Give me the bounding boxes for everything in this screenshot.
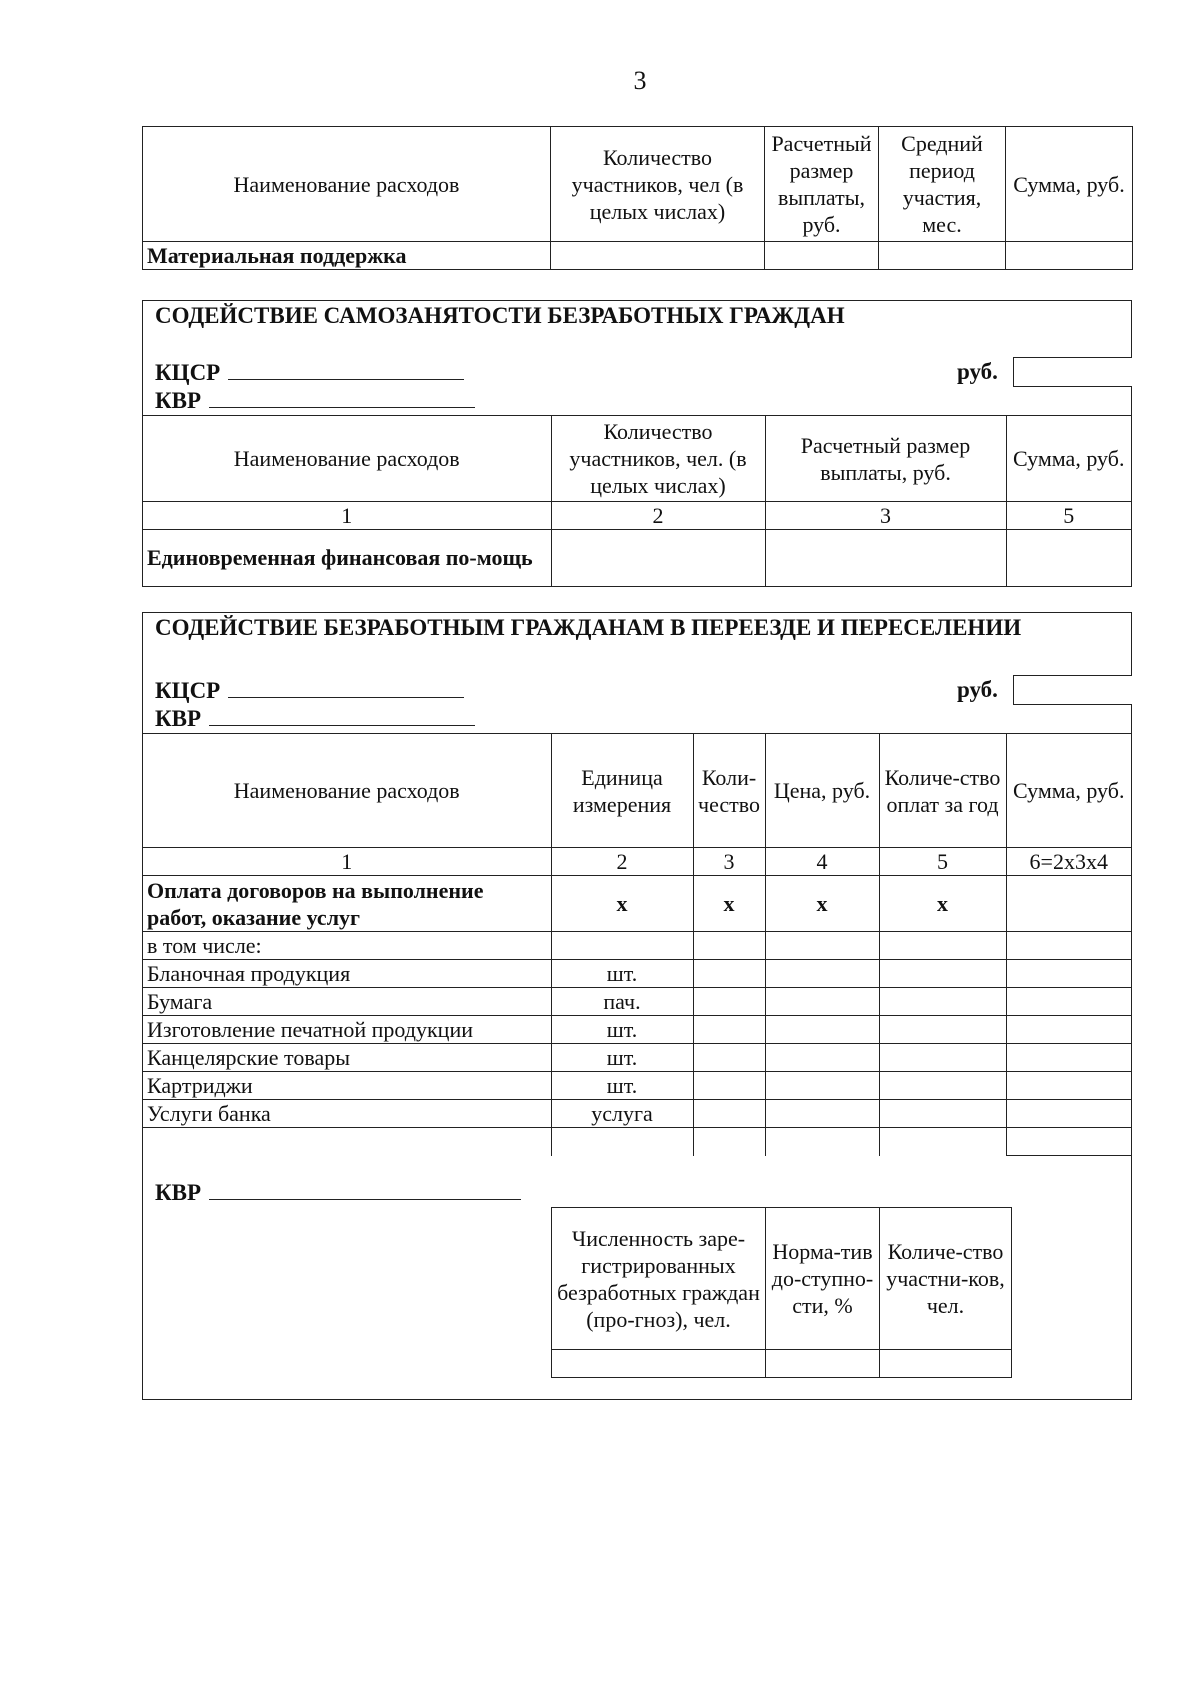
cell-empty[interactable] (1006, 988, 1131, 1016)
cell-x: х (551, 876, 693, 932)
self-employment-section (142, 300, 1132, 587)
column-number: 5 (1006, 502, 1131, 530)
cell-empty[interactable] (1006, 1100, 1131, 1128)
cell-empty[interactable] (765, 242, 879, 270)
row-item-unit: шт. (551, 960, 693, 988)
kvr-line (155, 703, 475, 732)
cell-empty[interactable] (551, 242, 765, 270)
kcsr-line (155, 675, 464, 704)
cell-empty[interactable] (693, 1016, 765, 1044)
row-item-unit: шт. (551, 1016, 693, 1044)
cell-empty[interactable] (765, 1016, 879, 1044)
header-registered-unemployed: Численность заре-гистрированных безработных граждан (про-гноз), чел. (552, 1208, 766, 1350)
row-material-support: Материальная поддержка (143, 242, 551, 270)
rub-label: руб. (957, 677, 998, 702)
column-number: 1 (143, 848, 551, 876)
column-number: 3 (765, 502, 1006, 530)
cell-empty[interactable] (1006, 960, 1131, 988)
row-item-name: Канцелярские товары (143, 1044, 551, 1072)
cell-x: х (765, 876, 879, 932)
cell-empty[interactable] (1006, 932, 1131, 960)
header-sum: Сумма, руб. (1006, 734, 1131, 848)
header-payment-size: Расчетный размер выплаты, руб. (765, 416, 1006, 502)
header-expense-name: Наименование расходов (143, 416, 551, 502)
cell-empty[interactable] (693, 1044, 765, 1072)
forecast-table (551, 1207, 1012, 1378)
kvr2-label: КВР (155, 1180, 202, 1205)
including-label: в том числе: (143, 932, 551, 960)
header-quantity: Коли-чество (693, 734, 765, 848)
header-payment-size: Расчетный размер выплаты, руб. (765, 127, 879, 242)
column-number: 2 (551, 502, 765, 530)
cell-empty[interactable] (879, 1128, 1006, 1156)
cell-empty[interactable] (879, 988, 1006, 1016)
section-title: СОДЕЙСТВИЕ БЕЗРАБОТНЫМ ГРАЖДАНАМ В ПЕРЕЕЗДЕ И ПЕРЕСЕЛЕНИИ (155, 615, 1022, 640)
cell-empty[interactable] (765, 988, 879, 1016)
header-participants: Количество участников, чел. (в целых числах) (551, 416, 765, 502)
cell-empty[interactable] (765, 1044, 879, 1072)
cell-empty[interactable] (693, 932, 765, 960)
rub-amount-box[interactable] (1013, 675, 1132, 705)
section-title: СОДЕЙСТВИЕ САМОЗАНЯТОСТИ БЕЗРАБОТНЫХ ГРАЖДАН (155, 303, 845, 328)
cell-empty[interactable] (693, 1128, 765, 1156)
kcsr-input[interactable] (228, 675, 464, 698)
cell-empty[interactable] (1006, 1044, 1131, 1072)
self-employment-table (143, 415, 1131, 586)
cell-empty[interactable] (143, 1128, 551, 1156)
cell-empty[interactable] (765, 1072, 879, 1100)
cell-empty[interactable] (880, 1350, 1012, 1378)
kvr2-line (155, 1177, 521, 1206)
cell-empty[interactable] (1006, 1072, 1131, 1100)
kvr-input[interactable] (209, 703, 475, 726)
cell-empty[interactable] (765, 960, 879, 988)
header-average-period: Средний период участия, мес. (879, 127, 1006, 242)
relocation-section (142, 612, 1132, 1400)
row-item-name: Картриджи (143, 1072, 551, 1100)
kcsr-input[interactable] (228, 357, 464, 380)
cell-empty[interactable] (551, 530, 765, 586)
rub-label: руб. (957, 359, 998, 384)
kcsr-line (155, 357, 464, 386)
kvr-label: КВР (155, 706, 202, 731)
row-item-name: Изготовление печатной продукции (143, 1016, 551, 1044)
row-item-name: Бланочная продукция (143, 960, 551, 988)
cell-empty[interactable] (879, 1016, 1006, 1044)
header-accessibility-norm: Норма-тив до-ступно-сти, % (766, 1208, 880, 1350)
page-number: 3 (633, 66, 647, 95)
column-number: 2 (551, 848, 693, 876)
kvr-label: КВР (155, 388, 202, 413)
kvr2-input[interactable] (209, 1177, 521, 1200)
cell-empty[interactable] (879, 960, 1006, 988)
column-number: 6=2х3х4 (1006, 848, 1131, 876)
cell-x: х (879, 876, 1006, 932)
header-participants: Количество участников, чел (в целых числах) (551, 127, 765, 242)
kcsr-label: КЦСР (155, 360, 221, 385)
kcsr-label: КЦСР (155, 678, 221, 703)
cell-x: х (693, 876, 765, 932)
cell-empty[interactable] (765, 1128, 879, 1156)
cell-empty[interactable] (879, 1072, 1006, 1100)
cell-empty[interactable] (1006, 1128, 1131, 1156)
row-item-unit: пач. (551, 988, 693, 1016)
cell-empty[interactable] (879, 1100, 1006, 1128)
cell-empty[interactable] (1006, 530, 1131, 586)
header-participants-count: Количе-ство участни-ков, чел. (880, 1208, 1012, 1350)
column-number: 5 (879, 848, 1006, 876)
cell-empty[interactable] (765, 932, 879, 960)
row-item-name: Услуги банка (143, 1100, 551, 1128)
cell-empty[interactable] (1006, 242, 1133, 270)
cell-empty[interactable] (551, 1128, 693, 1156)
cell-empty[interactable] (879, 932, 1006, 960)
header-payments-per-year: Количе-ство оплат за год (879, 734, 1006, 848)
column-number: 1 (143, 502, 551, 530)
column-number: 4 (765, 848, 879, 876)
material-support-table (142, 126, 1133, 270)
row-one-time-financial-help: Единовременная финансовая по-мощь (143, 530, 551, 586)
row-item-name: Бумага (143, 988, 551, 1016)
cell-empty[interactable] (765, 530, 1006, 586)
cell-empty[interactable] (693, 1072, 765, 1100)
cell-empty[interactable] (551, 932, 693, 960)
header-expense-name: Наименование расходов (143, 734, 551, 848)
header-sum: Сумма, руб. (1006, 416, 1131, 502)
kvr-line (155, 385, 475, 414)
cell-empty[interactable] (1006, 1016, 1131, 1044)
header-price: Цена, руб. (765, 734, 879, 848)
cell-empty[interactable] (1006, 876, 1131, 932)
header-unit: Единица измерения (551, 734, 693, 848)
cell-empty[interactable] (765, 1100, 879, 1128)
header-expense-name: Наименование расходов (143, 127, 551, 242)
row-item-unit: шт. (551, 1044, 693, 1072)
cell-empty[interactable] (693, 988, 765, 1016)
cell-empty[interactable] (879, 242, 1006, 270)
row-contract-payment: Оплата договоров на выполнение работ, оказание услуг (143, 876, 551, 932)
relocation-table (143, 733, 1131, 1156)
kvr-input[interactable] (209, 385, 475, 408)
cell-empty[interactable] (879, 1044, 1006, 1072)
row-item-unit: услуга (551, 1100, 693, 1128)
column-number: 3 (693, 848, 765, 876)
header-sum: Сумма, руб. (1006, 127, 1133, 242)
row-item-unit: шт. (551, 1072, 693, 1100)
cell-empty[interactable] (552, 1350, 766, 1378)
cell-empty[interactable] (693, 1100, 765, 1128)
cell-empty[interactable] (693, 960, 765, 988)
rub-amount-box[interactable] (1013, 357, 1132, 387)
cell-empty[interactable] (766, 1350, 880, 1378)
